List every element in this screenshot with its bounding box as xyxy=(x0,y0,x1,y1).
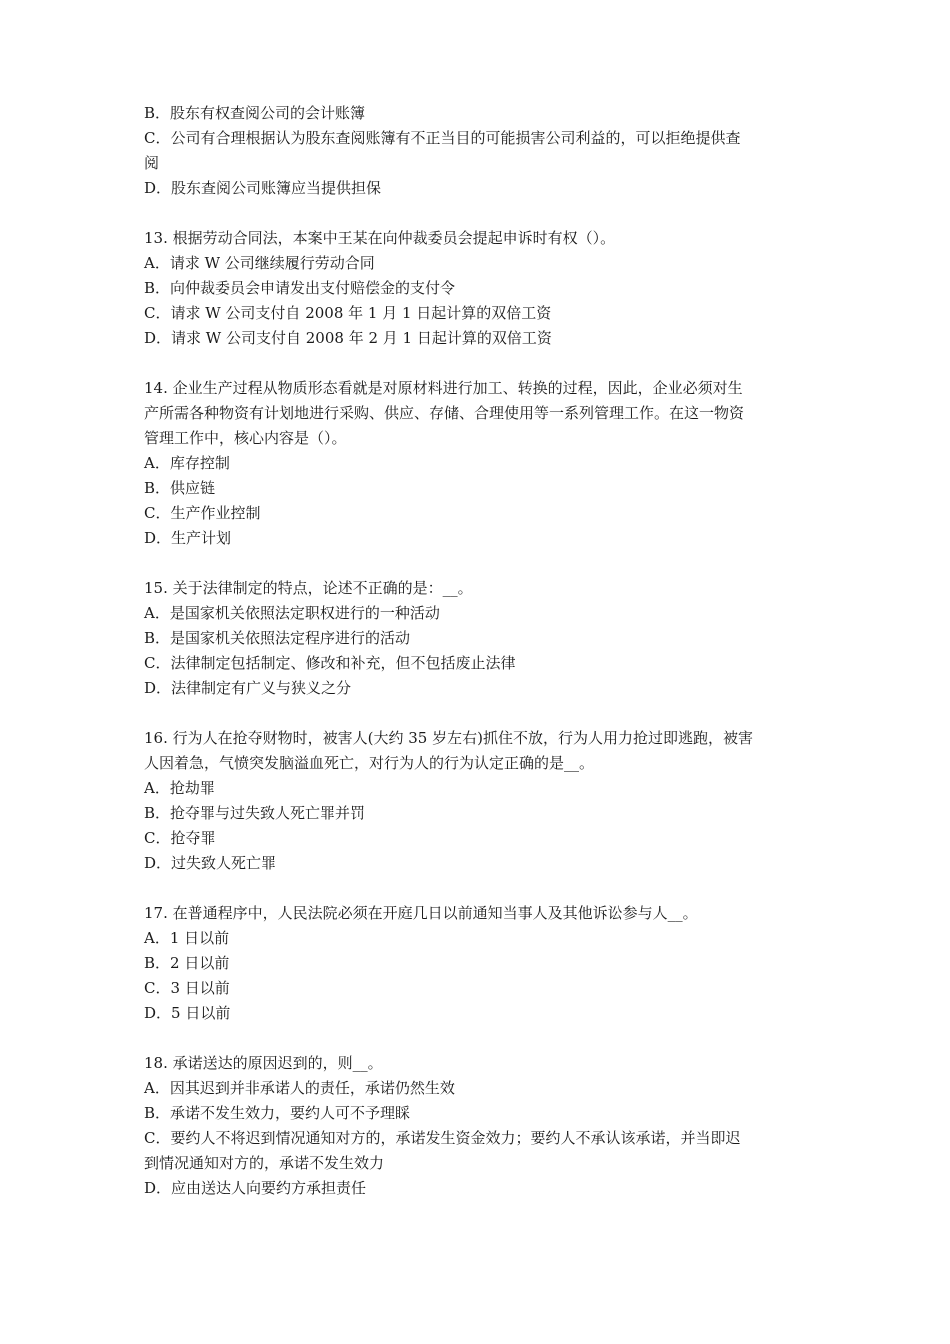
question-stem: 17. 在普通程序中，人民法院必须在开庭几日以前通知当事人及其他诉讼参与人__。 xyxy=(144,904,698,922)
question-stem: 15. 关于法律制定的特点，论述不正确的是：__。 xyxy=(144,579,473,597)
question-18 xyxy=(144,1051,816,1201)
option-line: B．2 日以前 xyxy=(144,954,230,972)
question-list xyxy=(144,101,816,1201)
question-stem: 产所需各种物资有计划地进行采购、供应、存储、合理使用等一系列管理工作。在这一物资 xyxy=(144,404,745,422)
question-stem: 管理工作中，核心内容是（）。 xyxy=(144,429,347,447)
option-line: A．库存控制 xyxy=(144,454,230,472)
option-line: C．3 日以前 xyxy=(144,979,230,997)
option-line: C．公司有合理根据认为股东查阅账簿有不正当目的可能损害公司利益的，可以拒绝提供查 xyxy=(144,129,741,147)
option-line: C．抢夺罪 xyxy=(144,829,216,847)
question-17 xyxy=(144,901,816,1026)
option-line: B．抢夺罪与过失致人死亡罪并罚 xyxy=(144,804,366,822)
option-line: B．股东有权查阅公司的会计账簿 xyxy=(144,104,366,122)
question-14 xyxy=(144,376,816,551)
option-line: B．承诺不发生效力，要约人可不予理睬 xyxy=(144,1104,411,1122)
option-line: C．请求 W 公司支付自 2008 年 1 月 1 日起计算的双倍工资 xyxy=(144,304,552,322)
option-line: 阅 xyxy=(144,154,160,172)
question-stem: 16. 行为人在抢夺财物时，被害人(大约 35 岁左右)抓住不放，行为人用力抢过即逃跑，被害 xyxy=(144,729,753,747)
option-line: A．因其迟到并非承诺人的责任，承诺仍然生效 xyxy=(144,1079,455,1097)
option-line: B．是国家机关依照法定程序进行的活动 xyxy=(144,629,411,647)
question-stem: 18. 承诺送达的原因迟到的，则__。 xyxy=(144,1054,383,1072)
question-stem: 人因着急，气愤突发脑溢血死亡，对行为人的行为认定正确的是__。 xyxy=(144,754,595,772)
question-15 xyxy=(144,576,816,701)
option-line: D．应由送达人向要约方承担责任 xyxy=(144,1179,367,1197)
option-line: B．向仲裁委员会申请发出支付赔偿金的支付令 xyxy=(144,279,456,297)
question-16 xyxy=(144,726,816,876)
question-12-tail xyxy=(144,101,816,201)
option-line: C．生产作业控制 xyxy=(144,504,261,522)
option-line: C．要约人不将迟到情况通知对方的，承诺发生资金效力；要约人不承认该承诺，并当即迟 xyxy=(144,1129,741,1147)
option-line: B．供应链 xyxy=(144,479,216,497)
option-line: D．法律制定有广义与狭义之分 xyxy=(144,679,352,697)
option-line: 到情况通知对方的，承诺不发生效力 xyxy=(144,1154,385,1172)
question-stem: 14. 企业生产过程从物质形态看就是对原材料进行加工、转换的过程，因此，企业必须对生 xyxy=(144,379,743,397)
option-line: A．请求 W 公司继续履行劳动合同 xyxy=(144,254,375,272)
option-line: D．生产计划 xyxy=(144,529,232,547)
option-line: A．抢劫罪 xyxy=(144,779,215,797)
option-line: D．股东查阅公司账簿应当提供担保 xyxy=(144,179,382,197)
option-line: D．5 日以前 xyxy=(144,1004,231,1022)
question-stem: 13. 根据劳动合同法，本案中王某在向仲裁委员会提起申诉时有权（）。 xyxy=(144,229,616,247)
option-line: C．法律制定包括制定、修改和补充，但不包括废止法律 xyxy=(144,654,516,672)
option-line: D．过失致人死亡罪 xyxy=(144,854,277,872)
option-line: D．请求 W 公司支付自 2008 年 2 月 1 日起计算的双倍工资 xyxy=(144,329,552,347)
question-13 xyxy=(144,226,816,351)
option-line: A．1 日以前 xyxy=(144,929,230,947)
option-line: A．是国家机关依照法定职权进行的一种活动 xyxy=(144,604,440,622)
